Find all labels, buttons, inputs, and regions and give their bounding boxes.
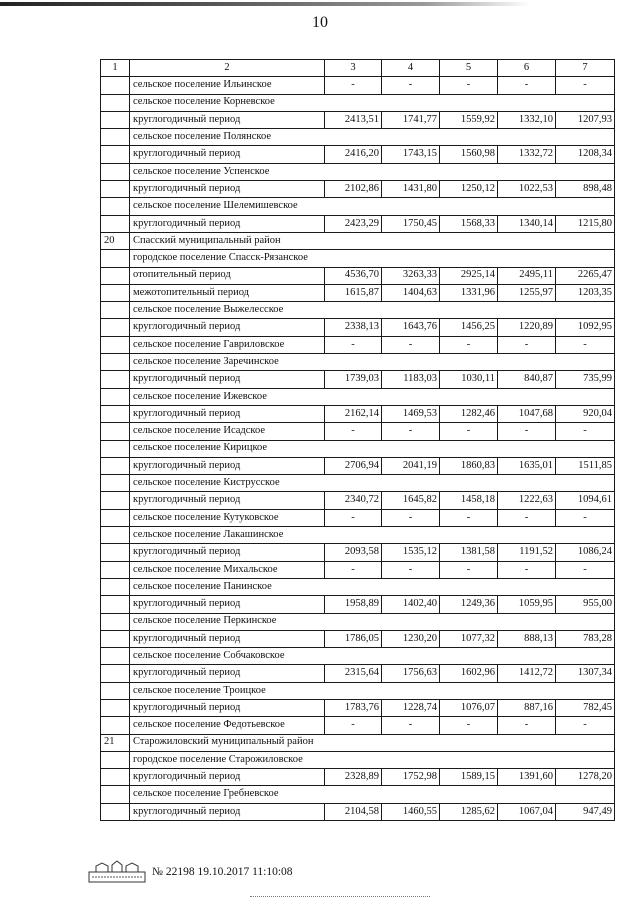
value-cell: - — [440, 509, 498, 526]
table-row — [101, 457, 615, 474]
row-name-cell: круглогодичный период — [130, 544, 325, 561]
row-name-cell: сельское поселение Троицкое — [130, 682, 615, 699]
value-cell: 1783,76 — [325, 699, 382, 716]
row-name-cell: круглогодичный период — [130, 319, 325, 336]
value-cell: 1391,60 — [498, 769, 556, 786]
value-cell: 2102,86 — [325, 181, 382, 198]
value-cell: - — [382, 509, 440, 526]
value-cell: 1022,53 — [498, 181, 556, 198]
value-cell: - — [498, 717, 556, 734]
value-cell: 2706,94 — [325, 457, 382, 474]
row-number-cell — [101, 682, 130, 699]
value-cell: - — [325, 336, 382, 353]
value-cell: 2925,14 — [440, 267, 498, 284]
header-cell: 1 — [101, 60, 130, 77]
value-cell: 2315,64 — [325, 665, 382, 682]
row-number-cell — [101, 751, 130, 768]
row-number-cell — [101, 509, 130, 526]
table-row — [101, 336, 615, 353]
row-number-cell — [101, 250, 130, 267]
table-row — [101, 146, 615, 163]
row-name-cell: сельское поселение Лакашинское — [130, 527, 615, 544]
value-cell: 1643,76 — [382, 319, 440, 336]
row-name-cell: сельское поселение Кирицкое — [130, 440, 615, 457]
value-cell: 887,16 — [498, 699, 556, 716]
value-cell: - — [498, 336, 556, 353]
row-name-cell: круглогодичный период — [130, 492, 325, 509]
value-cell: - — [382, 423, 440, 440]
row-number-cell — [101, 613, 130, 630]
value-cell: 1958,89 — [325, 596, 382, 613]
value-cell: 840,87 — [498, 371, 556, 388]
row-number-cell — [101, 267, 130, 284]
value-cell: 1183,03 — [382, 371, 440, 388]
value-cell: - — [556, 336, 615, 353]
value-cell: 1559,92 — [440, 111, 498, 128]
value-cell: - — [556, 717, 615, 734]
table-row — [101, 423, 615, 440]
value-cell: - — [325, 77, 382, 94]
row-name-cell: сельское поселение Михальское — [130, 561, 325, 578]
value-cell: 4536,70 — [325, 267, 382, 284]
registry-seal-icon — [88, 860, 146, 884]
row-number-cell — [101, 198, 130, 215]
row-name-cell: отопительный период — [130, 267, 325, 284]
table-row — [101, 440, 615, 457]
value-cell: - — [382, 561, 440, 578]
value-cell: 2423,29 — [325, 215, 382, 232]
row-name-cell: круглогодичный период — [130, 405, 325, 422]
value-cell: 888,13 — [498, 630, 556, 647]
value-cell: 1786,05 — [325, 630, 382, 647]
row-name-cell: круглогодичный период — [130, 111, 325, 128]
table-row — [101, 371, 615, 388]
table-row — [101, 561, 615, 578]
table-row — [101, 181, 615, 198]
row-number-cell — [101, 371, 130, 388]
value-cell: 2340,72 — [325, 492, 382, 509]
row-number-cell — [101, 129, 130, 146]
value-cell: 1568,33 — [440, 215, 498, 232]
header-cell: 4 — [382, 60, 440, 77]
value-cell: 1756,63 — [382, 665, 440, 682]
value-cell: - — [556, 509, 615, 526]
value-cell: 1340,14 — [498, 215, 556, 232]
row-number-cell: 20 — [101, 232, 130, 249]
row-number-cell — [101, 457, 130, 474]
document-footer — [88, 860, 293, 884]
table-row — [101, 77, 615, 94]
value-cell: 1332,72 — [498, 146, 556, 163]
row-number-cell — [101, 163, 130, 180]
row-name-cell: сельское поселение Полянское — [130, 129, 615, 146]
header-cell: 3 — [325, 60, 382, 77]
value-cell: - — [325, 561, 382, 578]
value-cell: 1402,40 — [382, 596, 440, 613]
table-row — [101, 578, 615, 595]
row-name-cell: городское поселение Старожиловское — [130, 751, 615, 768]
value-cell: 1860,83 — [440, 457, 498, 474]
value-cell: 1278,20 — [556, 769, 615, 786]
header-cell: 2 — [130, 60, 325, 77]
table-row — [101, 751, 615, 768]
row-name-cell: сельское поселение Шелемишевское — [130, 198, 615, 215]
value-cell: 1208,34 — [556, 146, 615, 163]
value-cell: - — [498, 423, 556, 440]
row-number-cell — [101, 111, 130, 128]
value-cell: - — [440, 423, 498, 440]
value-cell: - — [440, 717, 498, 734]
value-cell: 2041,19 — [382, 457, 440, 474]
scan-artifact — [250, 896, 430, 901]
table-row — [101, 665, 615, 682]
value-cell: - — [556, 561, 615, 578]
row-number-cell — [101, 354, 130, 371]
value-cell: - — [382, 77, 440, 94]
row-number-cell — [101, 440, 130, 457]
row-name-cell: круглогодичный период — [130, 699, 325, 716]
value-cell: 1743,15 — [382, 146, 440, 163]
row-name-cell: круглогодичный период — [130, 630, 325, 647]
row-name-cell: сельское поселение Перкинское — [130, 613, 615, 630]
row-number-cell — [101, 215, 130, 232]
row-number-cell — [101, 181, 130, 198]
table-row — [101, 129, 615, 146]
value-cell: - — [556, 423, 615, 440]
row-number-cell — [101, 803, 130, 820]
value-cell: 1203,35 — [556, 284, 615, 301]
table-row — [101, 786, 615, 803]
row-number-cell — [101, 319, 130, 336]
value-cell: 1249,36 — [440, 596, 498, 613]
row-name-cell: круглогодичный период — [130, 371, 325, 388]
row-name-cell: сельское поселение Панинское — [130, 578, 615, 595]
table-row — [101, 198, 615, 215]
value-cell: 2265,47 — [556, 267, 615, 284]
row-name-cell: сельское поселение Федотьевское — [130, 717, 325, 734]
row-number-cell — [101, 630, 130, 647]
row-number-cell — [101, 146, 130, 163]
row-number-cell — [101, 717, 130, 734]
value-cell: 1458,18 — [440, 492, 498, 509]
value-cell: 1752,98 — [382, 769, 440, 786]
table-row — [101, 648, 615, 665]
row-name-cell: сельское поселение Выжелесское — [130, 302, 615, 319]
table-row — [101, 250, 615, 267]
value-cell: 1412,72 — [498, 665, 556, 682]
table-row — [101, 354, 615, 371]
table-row — [101, 596, 615, 613]
value-cell: 782,45 — [556, 699, 615, 716]
value-cell: 1215,80 — [556, 215, 615, 232]
value-cell: 1094,61 — [556, 492, 615, 509]
value-cell: 1076,07 — [440, 699, 498, 716]
row-name-cell: сельское поселение Собчаковское — [130, 648, 615, 665]
row-name-cell: круглогодичный период — [130, 215, 325, 232]
table-row — [101, 682, 615, 699]
value-cell: 955,00 — [556, 596, 615, 613]
value-cell: 1047,68 — [498, 405, 556, 422]
value-cell: 920,04 — [556, 405, 615, 422]
row-number-cell — [101, 77, 130, 94]
table-row — [101, 734, 615, 751]
value-cell: 1307,34 — [556, 665, 615, 682]
value-cell: - — [556, 77, 615, 94]
value-cell: 1331,96 — [440, 284, 498, 301]
value-cell: 2413,51 — [325, 111, 382, 128]
row-name-cell: городское поселение Спасск-Рязанское — [130, 250, 615, 267]
row-number-cell — [101, 423, 130, 440]
table-row — [101, 544, 615, 561]
table-row — [101, 803, 615, 820]
table-row — [101, 769, 615, 786]
row-number-cell — [101, 786, 130, 803]
value-cell: 2104,58 — [325, 803, 382, 820]
row-name-cell: Старожиловский муниципальный район — [130, 734, 615, 751]
row-number-cell — [101, 527, 130, 544]
table-row — [101, 284, 615, 301]
table-row — [101, 699, 615, 716]
value-cell: - — [498, 509, 556, 526]
value-cell: 1602,96 — [440, 665, 498, 682]
table-row — [101, 613, 615, 630]
row-name-cell: сельское поселение Заречинское — [130, 354, 615, 371]
table-row — [101, 267, 615, 284]
row-number-cell — [101, 388, 130, 405]
value-cell: 1739,03 — [325, 371, 382, 388]
table-row — [101, 163, 615, 180]
value-cell: 1228,74 — [382, 699, 440, 716]
row-name-cell: круглогодичный период — [130, 665, 325, 682]
value-cell: 735,99 — [556, 371, 615, 388]
table-row — [101, 527, 615, 544]
value-cell: 1645,82 — [382, 492, 440, 509]
row-name-cell: круглогодичный период — [130, 596, 325, 613]
value-cell: 1750,45 — [382, 215, 440, 232]
table-row — [101, 509, 615, 526]
row-number-cell — [101, 405, 130, 422]
value-cell: - — [382, 336, 440, 353]
row-name-cell: Спасский муниципальный район — [130, 232, 615, 249]
table-row — [101, 302, 615, 319]
value-cell: 1092,95 — [556, 319, 615, 336]
value-cell: 1220,89 — [498, 319, 556, 336]
scan-edge-line — [0, 2, 530, 6]
value-cell: - — [440, 336, 498, 353]
value-cell: 1086,24 — [556, 544, 615, 561]
value-cell: - — [325, 717, 382, 734]
value-cell: 1615,87 — [325, 284, 382, 301]
value-cell: 1535,12 — [382, 544, 440, 561]
row-number-cell — [101, 665, 130, 682]
value-cell: 1431,80 — [382, 181, 440, 198]
table-row — [101, 111, 615, 128]
value-cell: - — [498, 561, 556, 578]
value-cell: 2338,13 — [325, 319, 382, 336]
table-row — [101, 405, 615, 422]
value-cell: 947,49 — [556, 803, 615, 820]
table-header-row — [101, 60, 615, 77]
row-number-cell — [101, 302, 130, 319]
value-cell: 1067,04 — [498, 803, 556, 820]
value-cell: 1332,10 — [498, 111, 556, 128]
value-cell: 1460,55 — [382, 803, 440, 820]
value-cell: 1635,01 — [498, 457, 556, 474]
value-cell: - — [382, 717, 440, 734]
table-row — [101, 94, 615, 111]
header-cell: 5 — [440, 60, 498, 77]
value-cell: 1381,58 — [440, 544, 498, 561]
value-cell: 1207,93 — [556, 111, 615, 128]
value-cell: 2328,89 — [325, 769, 382, 786]
value-cell: 1456,25 — [440, 319, 498, 336]
value-cell: 1077,32 — [440, 630, 498, 647]
row-name-cell: сельское поселение Исадское — [130, 423, 325, 440]
header-cell: 7 — [556, 60, 615, 77]
row-number-cell — [101, 699, 130, 716]
row-name-cell: круглогодичный период — [130, 803, 325, 820]
page-number: 10 — [312, 14, 328, 31]
row-name-cell: сельское поселение Ижевское — [130, 388, 615, 405]
row-number-cell — [101, 492, 130, 509]
value-cell: - — [498, 77, 556, 94]
table-row — [101, 492, 615, 509]
value-cell: 1191,52 — [498, 544, 556, 561]
registration-stamp: № 22198 19.10.2017 11:10:08 — [152, 866, 293, 878]
row-number-cell — [101, 94, 130, 111]
row-number-cell — [101, 336, 130, 353]
row-number-cell — [101, 578, 130, 595]
row-number-cell — [101, 284, 130, 301]
value-cell: 783,28 — [556, 630, 615, 647]
value-cell: 1030,11 — [440, 371, 498, 388]
value-cell: 1222,63 — [498, 492, 556, 509]
row-name-cell: сельское поселение Успенское — [130, 163, 615, 180]
value-cell: 898,48 — [556, 181, 615, 198]
row-name-cell: межотопительный период — [130, 284, 325, 301]
row-number-cell — [101, 544, 130, 561]
value-cell: 2495,11 — [498, 267, 556, 284]
row-name-cell: круглогодичный период — [130, 457, 325, 474]
table-row — [101, 717, 615, 734]
value-cell: 1255,97 — [498, 284, 556, 301]
row-number-cell — [101, 596, 130, 613]
value-cell: - — [440, 77, 498, 94]
value-cell: 3263,33 — [382, 267, 440, 284]
value-cell: - — [325, 509, 382, 526]
row-name-cell: сельское поселение Кутуковское — [130, 509, 325, 526]
value-cell: 1589,15 — [440, 769, 498, 786]
value-cell: 1469,53 — [382, 405, 440, 422]
row-number-cell — [101, 475, 130, 492]
value-cell: 1282,46 — [440, 405, 498, 422]
value-cell: 1560,98 — [440, 146, 498, 163]
row-name-cell: круглогодичный период — [130, 146, 325, 163]
row-number-cell — [101, 648, 130, 665]
row-name-cell: круглогодичный период — [130, 769, 325, 786]
table-row — [101, 475, 615, 492]
table-row — [101, 215, 615, 232]
value-cell: 1741,77 — [382, 111, 440, 128]
value-cell: 2162,14 — [325, 405, 382, 422]
table-row — [101, 388, 615, 405]
value-cell: 1404,63 — [382, 284, 440, 301]
row-name-cell: сельское поселение Киструсское — [130, 475, 615, 492]
value-cell: 2416,20 — [325, 146, 382, 163]
value-cell: 1059,95 — [498, 596, 556, 613]
table-row — [101, 232, 615, 249]
row-name-cell: сельское поселение Гребневское — [130, 786, 615, 803]
row-number-cell: 21 — [101, 734, 130, 751]
value-cell: - — [440, 561, 498, 578]
row-number-cell — [101, 769, 130, 786]
value-cell: 1230,20 — [382, 630, 440, 647]
header-cell: 6 — [498, 60, 556, 77]
table-row — [101, 319, 615, 336]
table-row — [101, 630, 615, 647]
tariff-table — [100, 59, 615, 821]
row-name-cell: сельское поселение Корневское — [130, 94, 615, 111]
row-number-cell — [101, 561, 130, 578]
row-name-cell: сельское поселение Гавриловское — [130, 336, 325, 353]
value-cell: 1250,12 — [440, 181, 498, 198]
value-cell: 1285,62 — [440, 803, 498, 820]
value-cell: 1511,85 — [556, 457, 615, 474]
row-name-cell: сельское поселение Ильинское — [130, 77, 325, 94]
value-cell: 2093,58 — [325, 544, 382, 561]
row-name-cell: круглогодичный период — [130, 181, 325, 198]
value-cell: - — [325, 423, 382, 440]
